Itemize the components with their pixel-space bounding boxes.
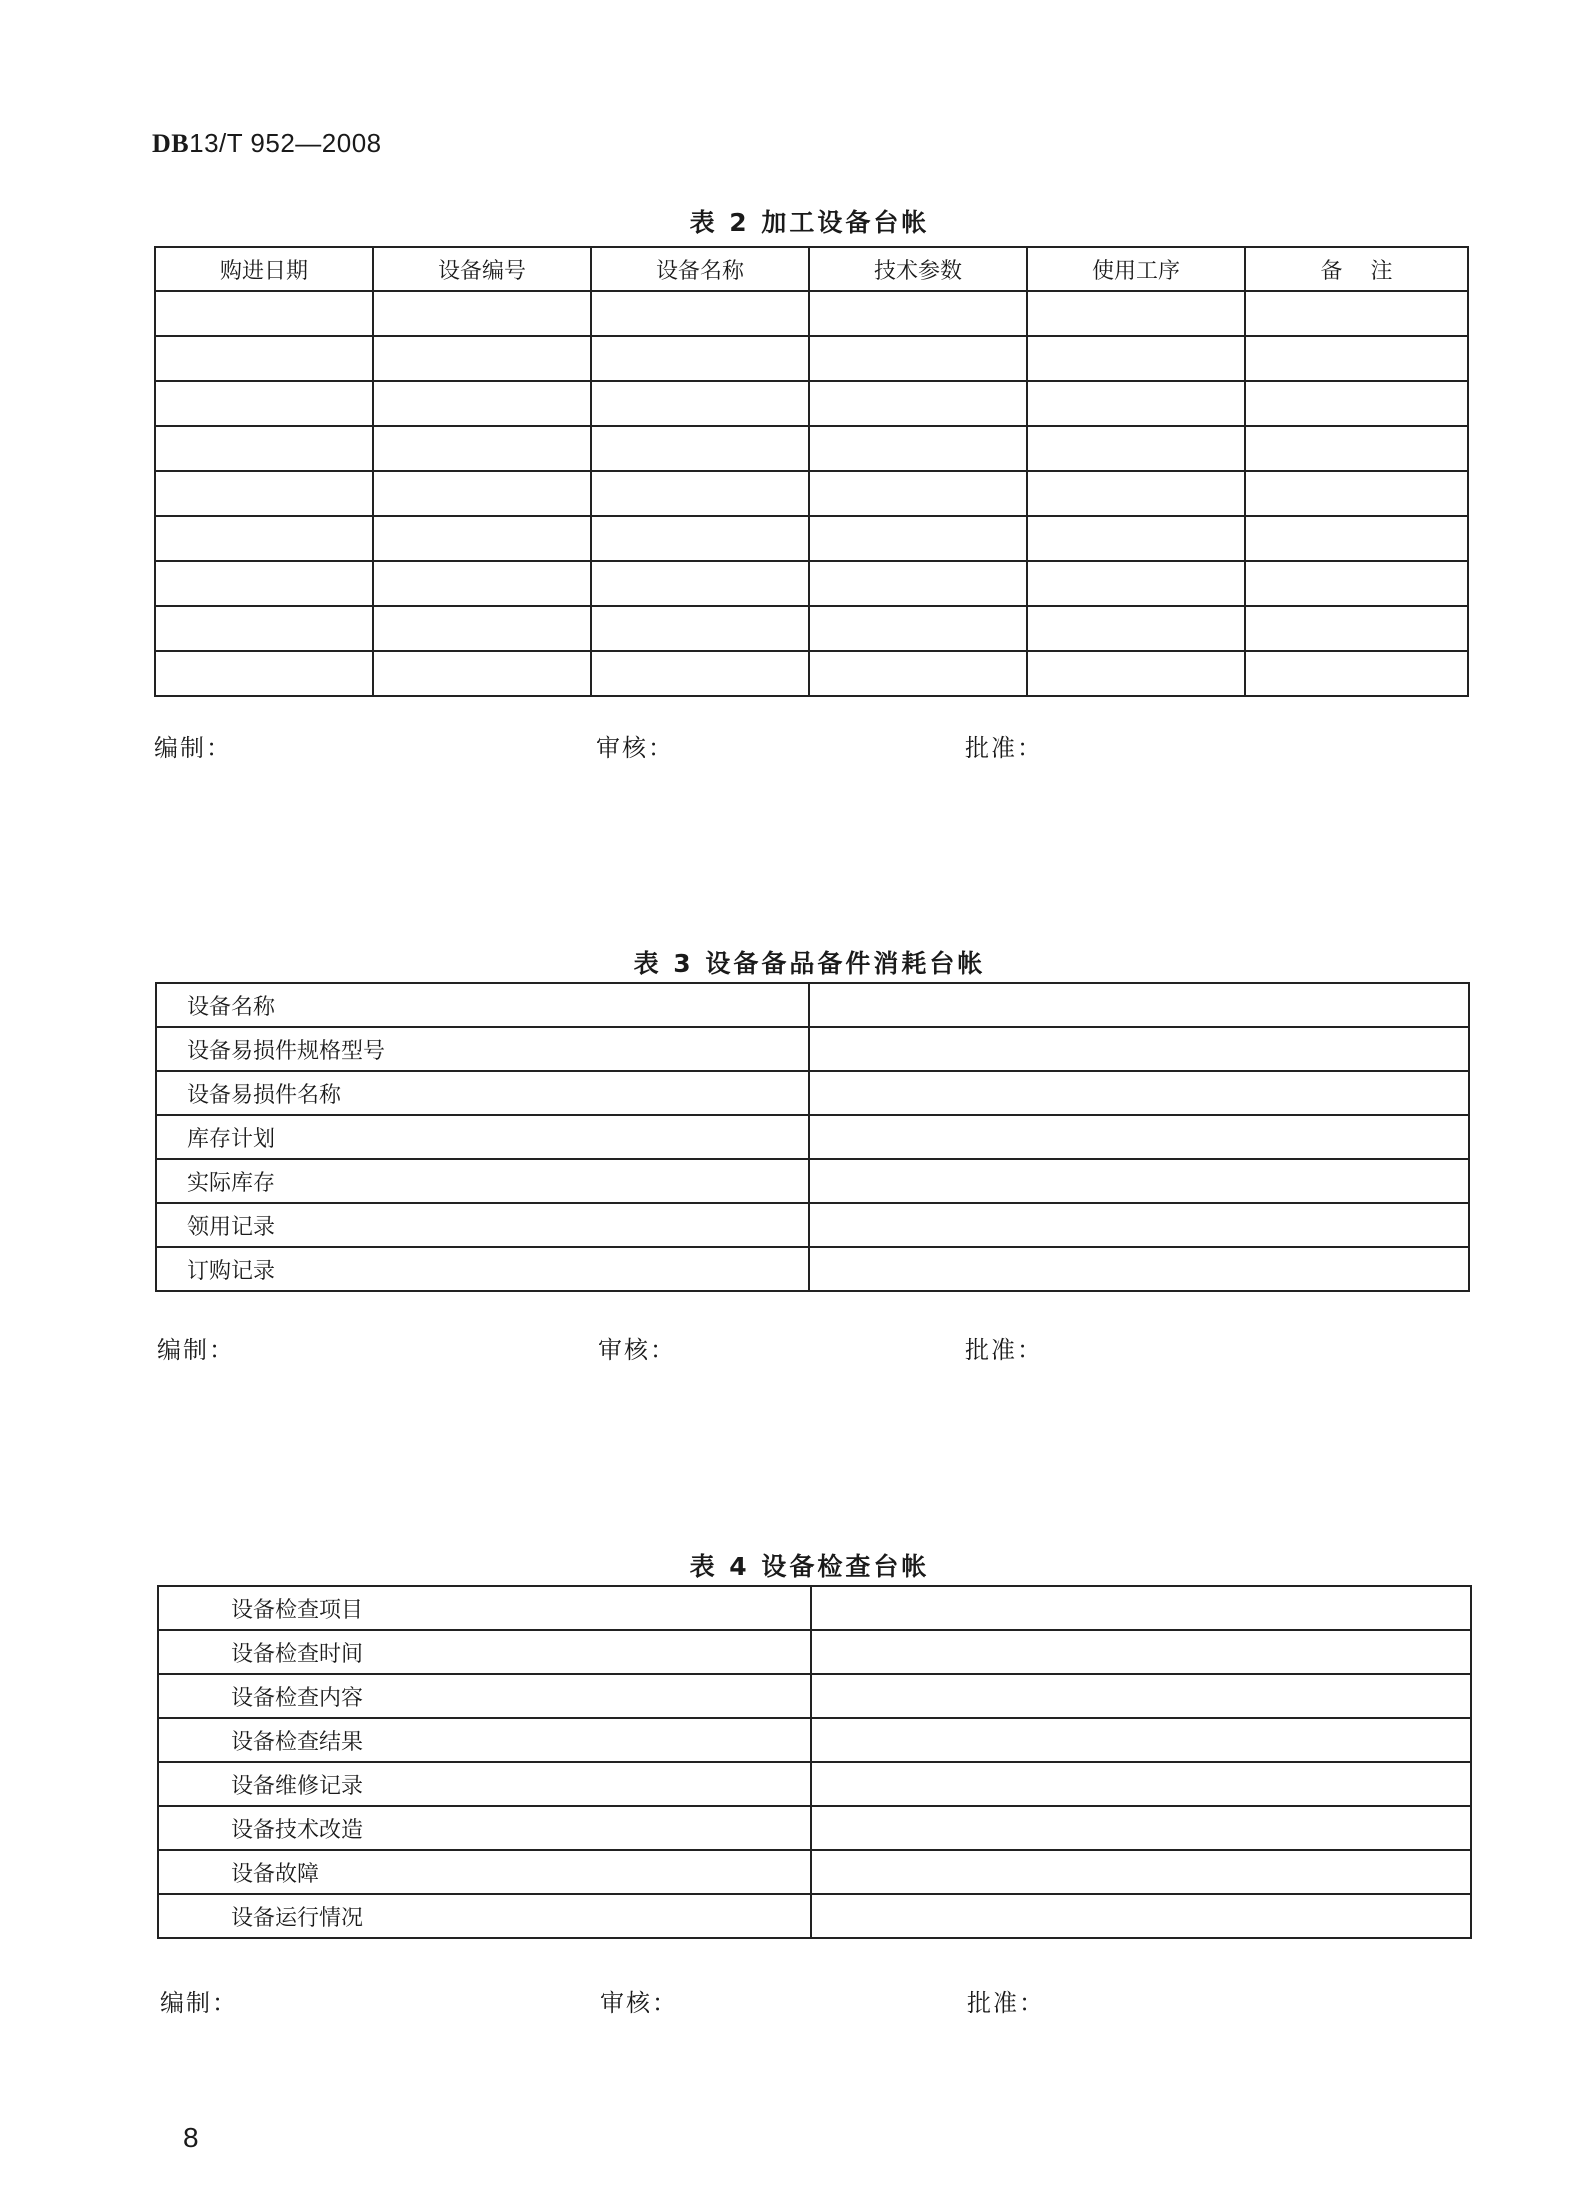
table-cell bbox=[1245, 471, 1468, 516]
inspection-ledger-table bbox=[157, 1585, 1472, 1939]
table-cell bbox=[373, 516, 591, 561]
table-row bbox=[155, 651, 1468, 696]
table-cell bbox=[591, 291, 809, 336]
row-label: 设备检查内容 bbox=[158, 1674, 811, 1718]
row-value bbox=[811, 1850, 1471, 1894]
table-cell bbox=[373, 291, 591, 336]
row-label: 设备名称 bbox=[156, 983, 809, 1027]
table-cell bbox=[1027, 561, 1245, 606]
table-row bbox=[155, 426, 1468, 471]
row-value bbox=[809, 983, 1469, 1027]
table-cell bbox=[155, 516, 373, 561]
table-cell bbox=[809, 336, 1027, 381]
table-cell bbox=[591, 606, 809, 651]
table-cell bbox=[809, 291, 1027, 336]
table-row bbox=[158, 1718, 1471, 1762]
table-cell bbox=[373, 606, 591, 651]
table-row bbox=[158, 1674, 1471, 1718]
table-cell bbox=[1027, 426, 1245, 471]
row-label: 领用记录 bbox=[156, 1203, 809, 1247]
row-label: 实际库存 bbox=[156, 1159, 809, 1203]
table2-prepared-label: 编制： bbox=[154, 734, 232, 762]
table-row bbox=[155, 291, 1468, 336]
table-row bbox=[155, 606, 1468, 651]
row-label: 设备易损件名称 bbox=[156, 1071, 809, 1115]
table-row bbox=[158, 1586, 1471, 1630]
row-value bbox=[809, 1071, 1469, 1115]
table3-approved-label: 批准： bbox=[965, 1336, 1043, 1364]
table-row bbox=[155, 561, 1468, 606]
table-cell bbox=[1245, 291, 1468, 336]
row-value bbox=[811, 1674, 1471, 1718]
row-label: 设备易损件规格型号 bbox=[156, 1027, 809, 1071]
table-cell bbox=[591, 516, 809, 561]
table2-title: 表 2 加工设备台帐 bbox=[689, 208, 930, 237]
document-code-number: 13/T 952—2008 bbox=[189, 128, 382, 158]
table-cell bbox=[1245, 651, 1468, 696]
table-row bbox=[156, 1247, 1469, 1291]
table2-header-row bbox=[155, 247, 1468, 291]
table-cell bbox=[155, 336, 373, 381]
table-row bbox=[156, 1071, 1469, 1115]
table4-reviewed-label: 审核： bbox=[600, 1989, 678, 2017]
table-cell bbox=[591, 336, 809, 381]
table2-reviewed-label: 审核： bbox=[596, 734, 674, 762]
table-cell bbox=[809, 606, 1027, 651]
table-row bbox=[156, 1027, 1469, 1071]
table3-reviewed-label: 审核： bbox=[598, 1336, 676, 1364]
row-value bbox=[809, 1159, 1469, 1203]
table-cell bbox=[591, 381, 809, 426]
table-cell bbox=[809, 381, 1027, 426]
row-value bbox=[809, 1203, 1469, 1247]
row-value bbox=[811, 1586, 1471, 1630]
column-header-technical-parameters: 技术参数 bbox=[809, 247, 1027, 291]
row-label: 设备运行情况 bbox=[158, 1894, 811, 1938]
row-value bbox=[811, 1762, 1471, 1806]
table-cell bbox=[1027, 651, 1245, 696]
table3-prepared-label: 编制： bbox=[157, 1336, 235, 1364]
table-row bbox=[156, 1115, 1469, 1159]
table4-title: 表 4 设备检查台帐 bbox=[689, 1552, 930, 1581]
table-cell bbox=[591, 561, 809, 606]
table-row bbox=[158, 1850, 1471, 1894]
column-header-equipment-number: 设备编号 bbox=[373, 247, 591, 291]
table3-body bbox=[156, 983, 1469, 1291]
equipment-ledger-table bbox=[154, 246, 1469, 697]
table-cell bbox=[1027, 381, 1245, 426]
table-cell bbox=[591, 426, 809, 471]
table-cell bbox=[1245, 561, 1468, 606]
row-label: 设备故障 bbox=[158, 1850, 811, 1894]
table-cell bbox=[809, 651, 1027, 696]
table4-body bbox=[158, 1586, 1471, 1938]
table-cell bbox=[1027, 606, 1245, 651]
table-cell bbox=[155, 606, 373, 651]
table-row bbox=[156, 1159, 1469, 1203]
table-cell bbox=[591, 471, 809, 516]
table-row bbox=[155, 471, 1468, 516]
table-row bbox=[155, 381, 1468, 426]
column-header-equipment-name: 设备名称 bbox=[591, 247, 809, 291]
table-cell bbox=[373, 381, 591, 426]
page-number: 8 bbox=[183, 2122, 199, 2153]
document-code-prefix: DB bbox=[152, 129, 190, 158]
table-cell bbox=[155, 561, 373, 606]
column-header-process: 使用工序 bbox=[1027, 247, 1245, 291]
row-value bbox=[811, 1630, 1471, 1674]
row-label: 库存计划 bbox=[156, 1115, 809, 1159]
column-header-remarks: 备 注 bbox=[1245, 247, 1468, 291]
row-value bbox=[809, 1115, 1469, 1159]
row-label: 设备检查结果 bbox=[158, 1718, 811, 1762]
row-label: 订购记录 bbox=[156, 1247, 809, 1291]
row-value bbox=[809, 1247, 1469, 1291]
table-cell bbox=[591, 651, 809, 696]
table-cell bbox=[373, 651, 591, 696]
table-cell bbox=[809, 426, 1027, 471]
row-value bbox=[811, 1894, 1471, 1938]
table-cell bbox=[1245, 381, 1468, 426]
table-cell bbox=[1245, 426, 1468, 471]
document-code bbox=[152, 128, 382, 159]
table-cell bbox=[809, 516, 1027, 561]
row-value bbox=[809, 1027, 1469, 1071]
table-cell bbox=[1027, 516, 1245, 561]
table-cell bbox=[1245, 336, 1468, 381]
table-row bbox=[158, 1630, 1471, 1674]
table-cell bbox=[155, 291, 373, 336]
table-cell bbox=[373, 336, 591, 381]
table-cell bbox=[155, 471, 373, 516]
table-row bbox=[156, 1203, 1469, 1247]
table4-approved-label: 批准： bbox=[967, 1989, 1045, 2017]
table-cell bbox=[809, 561, 1027, 606]
row-value bbox=[811, 1718, 1471, 1762]
table-cell bbox=[1245, 606, 1468, 651]
table-row bbox=[158, 1762, 1471, 1806]
row-value bbox=[811, 1806, 1471, 1850]
table-row bbox=[155, 516, 1468, 561]
table-cell bbox=[1027, 336, 1245, 381]
table-row bbox=[158, 1894, 1471, 1938]
table-cell bbox=[373, 561, 591, 606]
table-cell bbox=[155, 651, 373, 696]
table4-prepared-label: 编制： bbox=[160, 1989, 238, 2017]
table-cell bbox=[155, 381, 373, 426]
table-cell bbox=[155, 426, 373, 471]
table3-title: 表 3 设备备品备件消耗台帐 bbox=[633, 949, 986, 978]
table-row bbox=[158, 1806, 1471, 1850]
table2-body bbox=[155, 291, 1468, 696]
row-label: 设备检查项目 bbox=[158, 1586, 811, 1630]
table-row bbox=[155, 336, 1468, 381]
table-cell bbox=[1245, 516, 1468, 561]
table-cell bbox=[1027, 471, 1245, 516]
column-header-purchase-date: 购进日期 bbox=[155, 247, 373, 291]
spare-parts-ledger-table bbox=[155, 982, 1470, 1292]
table2-approved-label: 批准： bbox=[965, 734, 1043, 762]
row-label: 设备检查时间 bbox=[158, 1630, 811, 1674]
table-cell bbox=[1027, 291, 1245, 336]
table-cell bbox=[809, 471, 1027, 516]
row-label: 设备技术改造 bbox=[158, 1806, 811, 1850]
table-cell bbox=[373, 426, 591, 471]
table-row bbox=[156, 983, 1469, 1027]
row-label: 设备维修记录 bbox=[158, 1762, 811, 1806]
table-cell bbox=[373, 471, 591, 516]
